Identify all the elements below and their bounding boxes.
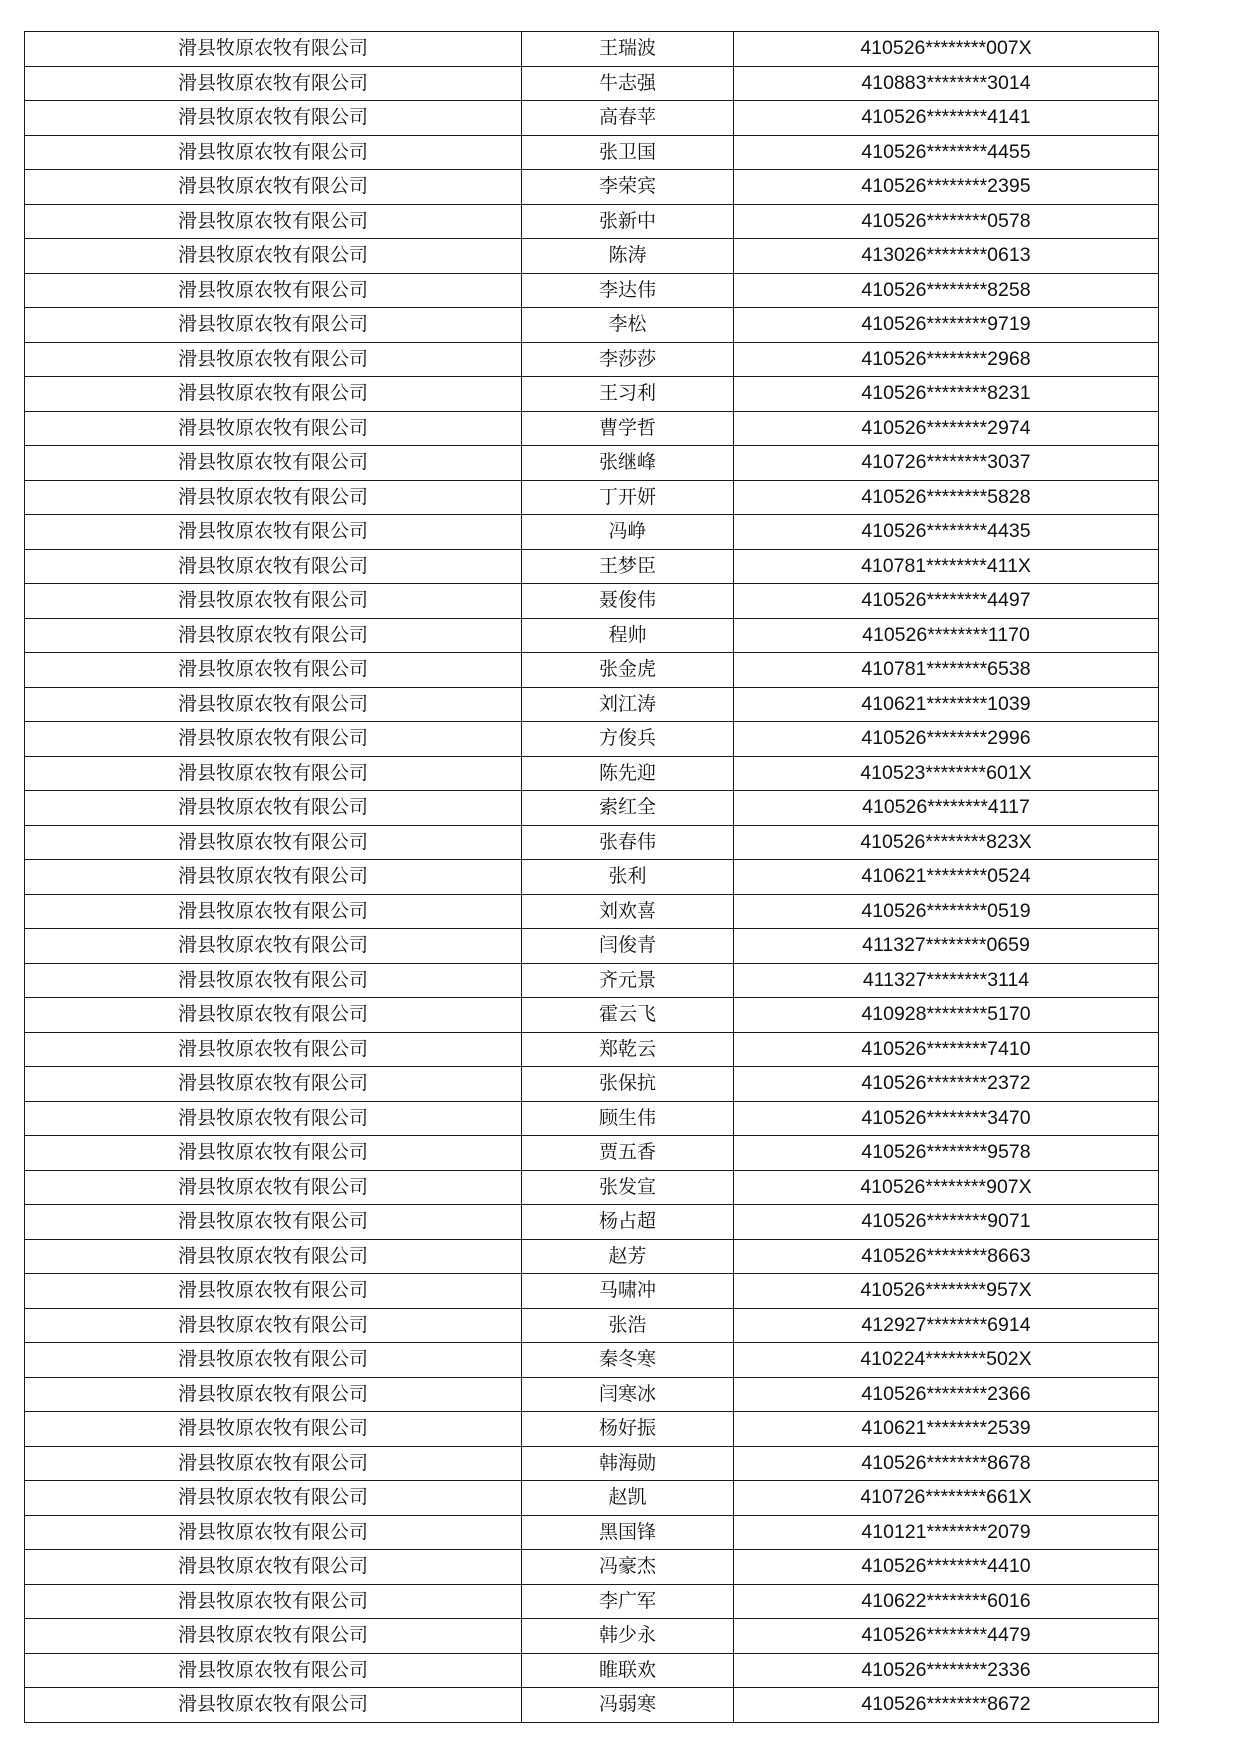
- table-row: [25, 135, 1159, 170]
- table-row: [25, 1481, 1159, 1516]
- table-row: [25, 1619, 1159, 1654]
- id-number-cell: 410526********9071: [734, 1205, 1159, 1240]
- id-number-cell: 410526********4479: [734, 1619, 1159, 1654]
- person-name-cell: 李松: [522, 308, 734, 343]
- table-row: [25, 1170, 1159, 1205]
- table-row: [25, 101, 1159, 136]
- table-row: [25, 273, 1159, 308]
- id-number-cell: 410526********4410: [734, 1550, 1159, 1585]
- company-cell: 滑县牧原农牧有限公司: [25, 1584, 522, 1619]
- id-number-cell: 410526********8231: [734, 377, 1159, 412]
- company-cell: 滑县牧原农牧有限公司: [25, 618, 522, 653]
- id-number-cell: 410526********007X: [734, 32, 1159, 67]
- id-number-cell: 410726********3037: [734, 446, 1159, 481]
- person-name-cell: 程帅: [522, 618, 734, 653]
- person-name-cell: 霍云飞: [522, 998, 734, 1033]
- table-row: [25, 1515, 1159, 1550]
- company-cell: 滑县牧原农牧有限公司: [25, 342, 522, 377]
- company-cell: 滑县牧原农牧有限公司: [25, 1412, 522, 1447]
- person-name-cell: 齐元景: [522, 963, 734, 998]
- company-cell: 滑县牧原农牧有限公司: [25, 1653, 522, 1688]
- company-cell: 滑县牧原农牧有限公司: [25, 1619, 522, 1654]
- person-name-cell: 李达伟: [522, 273, 734, 308]
- table-row: [25, 480, 1159, 515]
- table-row: [25, 66, 1159, 101]
- id-number-cell: 410526********8672: [734, 1688, 1159, 1723]
- person-name-cell: 秦冬寒: [522, 1343, 734, 1378]
- id-number-cell: 410883********3014: [734, 66, 1159, 101]
- table-row: [25, 170, 1159, 205]
- company-cell: 滑县牧原农牧有限公司: [25, 963, 522, 998]
- table-row: [25, 1205, 1159, 1240]
- company-cell: 滑县牧原农牧有限公司: [25, 1343, 522, 1378]
- company-cell: 滑县牧原农牧有限公司: [25, 1067, 522, 1102]
- company-cell: 滑县牧原农牧有限公司: [25, 1446, 522, 1481]
- company-cell: 滑县牧原农牧有限公司: [25, 239, 522, 274]
- table-row: [25, 584, 1159, 619]
- person-name-cell: 张利: [522, 860, 734, 895]
- id-number-cell: 410224********502X: [734, 1343, 1159, 1378]
- id-number-cell: 410526********2372: [734, 1067, 1159, 1102]
- id-number-cell: 410526********4435: [734, 515, 1159, 550]
- table-row: [25, 1101, 1159, 1136]
- person-name-cell: 聂俊伟: [522, 584, 734, 619]
- roster-table: [24, 31, 1159, 1723]
- person-name-cell: 张新中: [522, 204, 734, 239]
- id-number-cell: 410526********7410: [734, 1032, 1159, 1067]
- id-number-cell: 410526********4497: [734, 584, 1159, 619]
- person-name-cell: 李莎莎: [522, 342, 734, 377]
- company-cell: 滑县牧原农牧有限公司: [25, 1170, 522, 1205]
- id-number-cell: 410526********2336: [734, 1653, 1159, 1688]
- person-name-cell: 黑国锋: [522, 1515, 734, 1550]
- company-cell: 滑县牧原农牧有限公司: [25, 446, 522, 481]
- company-cell: 滑县牧原农牧有限公司: [25, 32, 522, 67]
- id-number-cell: 410621********1039: [734, 687, 1159, 722]
- person-name-cell: 韩海勋: [522, 1446, 734, 1481]
- person-name-cell: 马啸冲: [522, 1274, 734, 1309]
- company-cell: 滑县牧原农牧有限公司: [25, 722, 522, 757]
- table-row: [25, 618, 1159, 653]
- company-cell: 滑县牧原农牧有限公司: [25, 1550, 522, 1585]
- person-name-cell: 张春伟: [522, 825, 734, 860]
- table-row: [25, 791, 1159, 826]
- company-cell: 滑县牧原农牧有限公司: [25, 135, 522, 170]
- table-row: [25, 756, 1159, 791]
- id-number-cell: 410526********8258: [734, 273, 1159, 308]
- table-row: [25, 1274, 1159, 1309]
- table-row: [25, 308, 1159, 343]
- company-cell: 滑县牧原农牧有限公司: [25, 1688, 522, 1723]
- table-row: [25, 549, 1159, 584]
- table-row: [25, 1308, 1159, 1343]
- table-row: [25, 998, 1159, 1033]
- id-number-cell: 410526********1170: [734, 618, 1159, 653]
- table-row: [25, 653, 1159, 688]
- person-name-cell: 闫俊青: [522, 929, 734, 964]
- company-cell: 滑县牧原农牧有限公司: [25, 1377, 522, 1412]
- table-row: [25, 1032, 1159, 1067]
- table-row: [25, 722, 1159, 757]
- person-name-cell: 睢联欢: [522, 1653, 734, 1688]
- person-name-cell: 闫寒冰: [522, 1377, 734, 1412]
- company-cell: 滑县牧原农牧有限公司: [25, 825, 522, 860]
- person-name-cell: 冯弱寒: [522, 1688, 734, 1723]
- person-name-cell: 冯豪杰: [522, 1550, 734, 1585]
- person-name-cell: 张发宣: [522, 1170, 734, 1205]
- person-name-cell: 贾五香: [522, 1136, 734, 1171]
- id-number-cell: 410526********2974: [734, 411, 1159, 446]
- company-cell: 滑县牧原农牧有限公司: [25, 894, 522, 929]
- company-cell: 滑县牧原农牧有限公司: [25, 791, 522, 826]
- id-number-cell: 411327********0659: [734, 929, 1159, 964]
- table-row: [25, 894, 1159, 929]
- company-cell: 滑县牧原农牧有限公司: [25, 860, 522, 895]
- company-cell: 滑县牧原农牧有限公司: [25, 480, 522, 515]
- id-number-cell: 410526********0519: [734, 894, 1159, 929]
- table-row: [25, 377, 1159, 412]
- company-cell: 滑县牧原农牧有限公司: [25, 653, 522, 688]
- company-cell: 滑县牧原农牧有限公司: [25, 1308, 522, 1343]
- person-name-cell: 赵凯: [522, 1481, 734, 1516]
- id-number-cell: 410526********9578: [734, 1136, 1159, 1171]
- person-name-cell: 王瑞波: [522, 32, 734, 67]
- id-number-cell: 410526********8678: [734, 1446, 1159, 1481]
- id-number-cell: 410523********601X: [734, 756, 1159, 791]
- table-row: [25, 1377, 1159, 1412]
- company-cell: 滑县牧原农牧有限公司: [25, 377, 522, 412]
- table-row: [25, 1343, 1159, 1378]
- table-row: [25, 963, 1159, 998]
- company-cell: 滑县牧原农牧有限公司: [25, 687, 522, 722]
- id-number-cell: 410526********907X: [734, 1170, 1159, 1205]
- table-row: [25, 1412, 1159, 1447]
- company-cell: 滑县牧原农牧有限公司: [25, 1101, 522, 1136]
- id-number-cell: 410526********8663: [734, 1239, 1159, 1274]
- person-name-cell: 高春苹: [522, 101, 734, 136]
- table-row: [25, 860, 1159, 895]
- company-cell: 滑县牧原农牧有限公司: [25, 1032, 522, 1067]
- table-row: [25, 204, 1159, 239]
- table-row: [25, 411, 1159, 446]
- table-row: [25, 342, 1159, 377]
- table-row: [25, 825, 1159, 860]
- person-name-cell: 陈先迎: [522, 756, 734, 791]
- id-number-cell: 410726********661X: [734, 1481, 1159, 1516]
- id-number-cell: 410526********0578: [734, 204, 1159, 239]
- person-name-cell: 曹学哲: [522, 411, 734, 446]
- person-name-cell: 杨占超: [522, 1205, 734, 1240]
- person-name-cell: 方俊兵: [522, 722, 734, 757]
- person-name-cell: 李荣宾: [522, 170, 734, 205]
- id-number-cell: 412927********6914: [734, 1308, 1159, 1343]
- person-name-cell: 索红全: [522, 791, 734, 826]
- person-name-cell: 王梦臣: [522, 549, 734, 584]
- company-cell: 滑县牧原农牧有限公司: [25, 1239, 522, 1274]
- id-number-cell: 411327********3114: [734, 963, 1159, 998]
- person-name-cell: 张继峰: [522, 446, 734, 481]
- table-row: [25, 1136, 1159, 1171]
- id-number-cell: 410621********2539: [734, 1412, 1159, 1447]
- table-row: [25, 1653, 1159, 1688]
- person-name-cell: 张浩: [522, 1308, 734, 1343]
- company-cell: 滑县牧原农牧有限公司: [25, 204, 522, 239]
- table-row: [25, 446, 1159, 481]
- id-number-cell: 410622********6016: [734, 1584, 1159, 1619]
- company-cell: 滑县牧原农牧有限公司: [25, 273, 522, 308]
- id-number-cell: 410526********5828: [734, 480, 1159, 515]
- person-name-cell: 刘江涛: [522, 687, 734, 722]
- person-name-cell: 牛志强: [522, 66, 734, 101]
- id-number-cell: 410526********823X: [734, 825, 1159, 860]
- company-cell: 滑县牧原农牧有限公司: [25, 929, 522, 964]
- id-number-cell: 410526********957X: [734, 1274, 1159, 1309]
- id-number-cell: 410526********4455: [734, 135, 1159, 170]
- company-cell: 滑县牧原农牧有限公司: [25, 1205, 522, 1240]
- table-row: [25, 515, 1159, 550]
- id-number-cell: 410781********6538: [734, 653, 1159, 688]
- company-cell: 滑县牧原农牧有限公司: [25, 998, 522, 1033]
- person-name-cell: 冯峥: [522, 515, 734, 550]
- table-row: [25, 687, 1159, 722]
- table-row: [25, 1688, 1159, 1723]
- id-number-cell: 410526********2968: [734, 342, 1159, 377]
- person-name-cell: 韩少永: [522, 1619, 734, 1654]
- id-number-cell: 410526********2996: [734, 722, 1159, 757]
- person-name-cell: 张保抗: [522, 1067, 734, 1102]
- person-name-cell: 陈涛: [522, 239, 734, 274]
- table-row: [25, 929, 1159, 964]
- table-row: [25, 1239, 1159, 1274]
- company-cell: 滑县牧原农牧有限公司: [25, 756, 522, 791]
- roster-table-body: [25, 32, 1159, 1723]
- person-name-cell: 张金虎: [522, 653, 734, 688]
- person-name-cell: 王习利: [522, 377, 734, 412]
- company-cell: 滑县牧原农牧有限公司: [25, 549, 522, 584]
- id-number-cell: 413026********0613: [734, 239, 1159, 274]
- id-number-cell: 410621********0524: [734, 860, 1159, 895]
- id-number-cell: 410526********3470: [734, 1101, 1159, 1136]
- person-name-cell: 李广军: [522, 1584, 734, 1619]
- company-cell: 滑县牧原农牧有限公司: [25, 1481, 522, 1516]
- company-cell: 滑县牧原农牧有限公司: [25, 1136, 522, 1171]
- company-cell: 滑县牧原农牧有限公司: [25, 1274, 522, 1309]
- id-number-cell: 410781********411X: [734, 549, 1159, 584]
- company-cell: 滑县牧原农牧有限公司: [25, 66, 522, 101]
- company-cell: 滑县牧原农牧有限公司: [25, 584, 522, 619]
- person-name-cell: 丁开妍: [522, 480, 734, 515]
- company-cell: 滑县牧原农牧有限公司: [25, 170, 522, 205]
- id-number-cell: 410928********5170: [734, 998, 1159, 1033]
- table-row: [25, 239, 1159, 274]
- person-name-cell: 刘欢喜: [522, 894, 734, 929]
- table-row: [25, 1067, 1159, 1102]
- table-row: [25, 32, 1159, 67]
- person-name-cell: 张卫国: [522, 135, 734, 170]
- person-name-cell: 顾生伟: [522, 1101, 734, 1136]
- company-cell: 滑县牧原农牧有限公司: [25, 308, 522, 343]
- table-row: [25, 1584, 1159, 1619]
- company-cell: 滑县牧原农牧有限公司: [25, 515, 522, 550]
- id-number-cell: 410121********2079: [734, 1515, 1159, 1550]
- company-cell: 滑县牧原农牧有限公司: [25, 411, 522, 446]
- table-row: [25, 1550, 1159, 1585]
- company-cell: 滑县牧原农牧有限公司: [25, 101, 522, 136]
- person-name-cell: 郑乾云: [522, 1032, 734, 1067]
- id-number-cell: 410526********2395: [734, 170, 1159, 205]
- person-name-cell: 赵芳: [522, 1239, 734, 1274]
- id-number-cell: 410526********4141: [734, 101, 1159, 136]
- company-cell: 滑县牧原农牧有限公司: [25, 1515, 522, 1550]
- id-number-cell: 410526********4117: [734, 791, 1159, 826]
- id-number-cell: 410526********9719: [734, 308, 1159, 343]
- table-row: [25, 1446, 1159, 1481]
- id-number-cell: 410526********2366: [734, 1377, 1159, 1412]
- person-name-cell: 杨好振: [522, 1412, 734, 1447]
